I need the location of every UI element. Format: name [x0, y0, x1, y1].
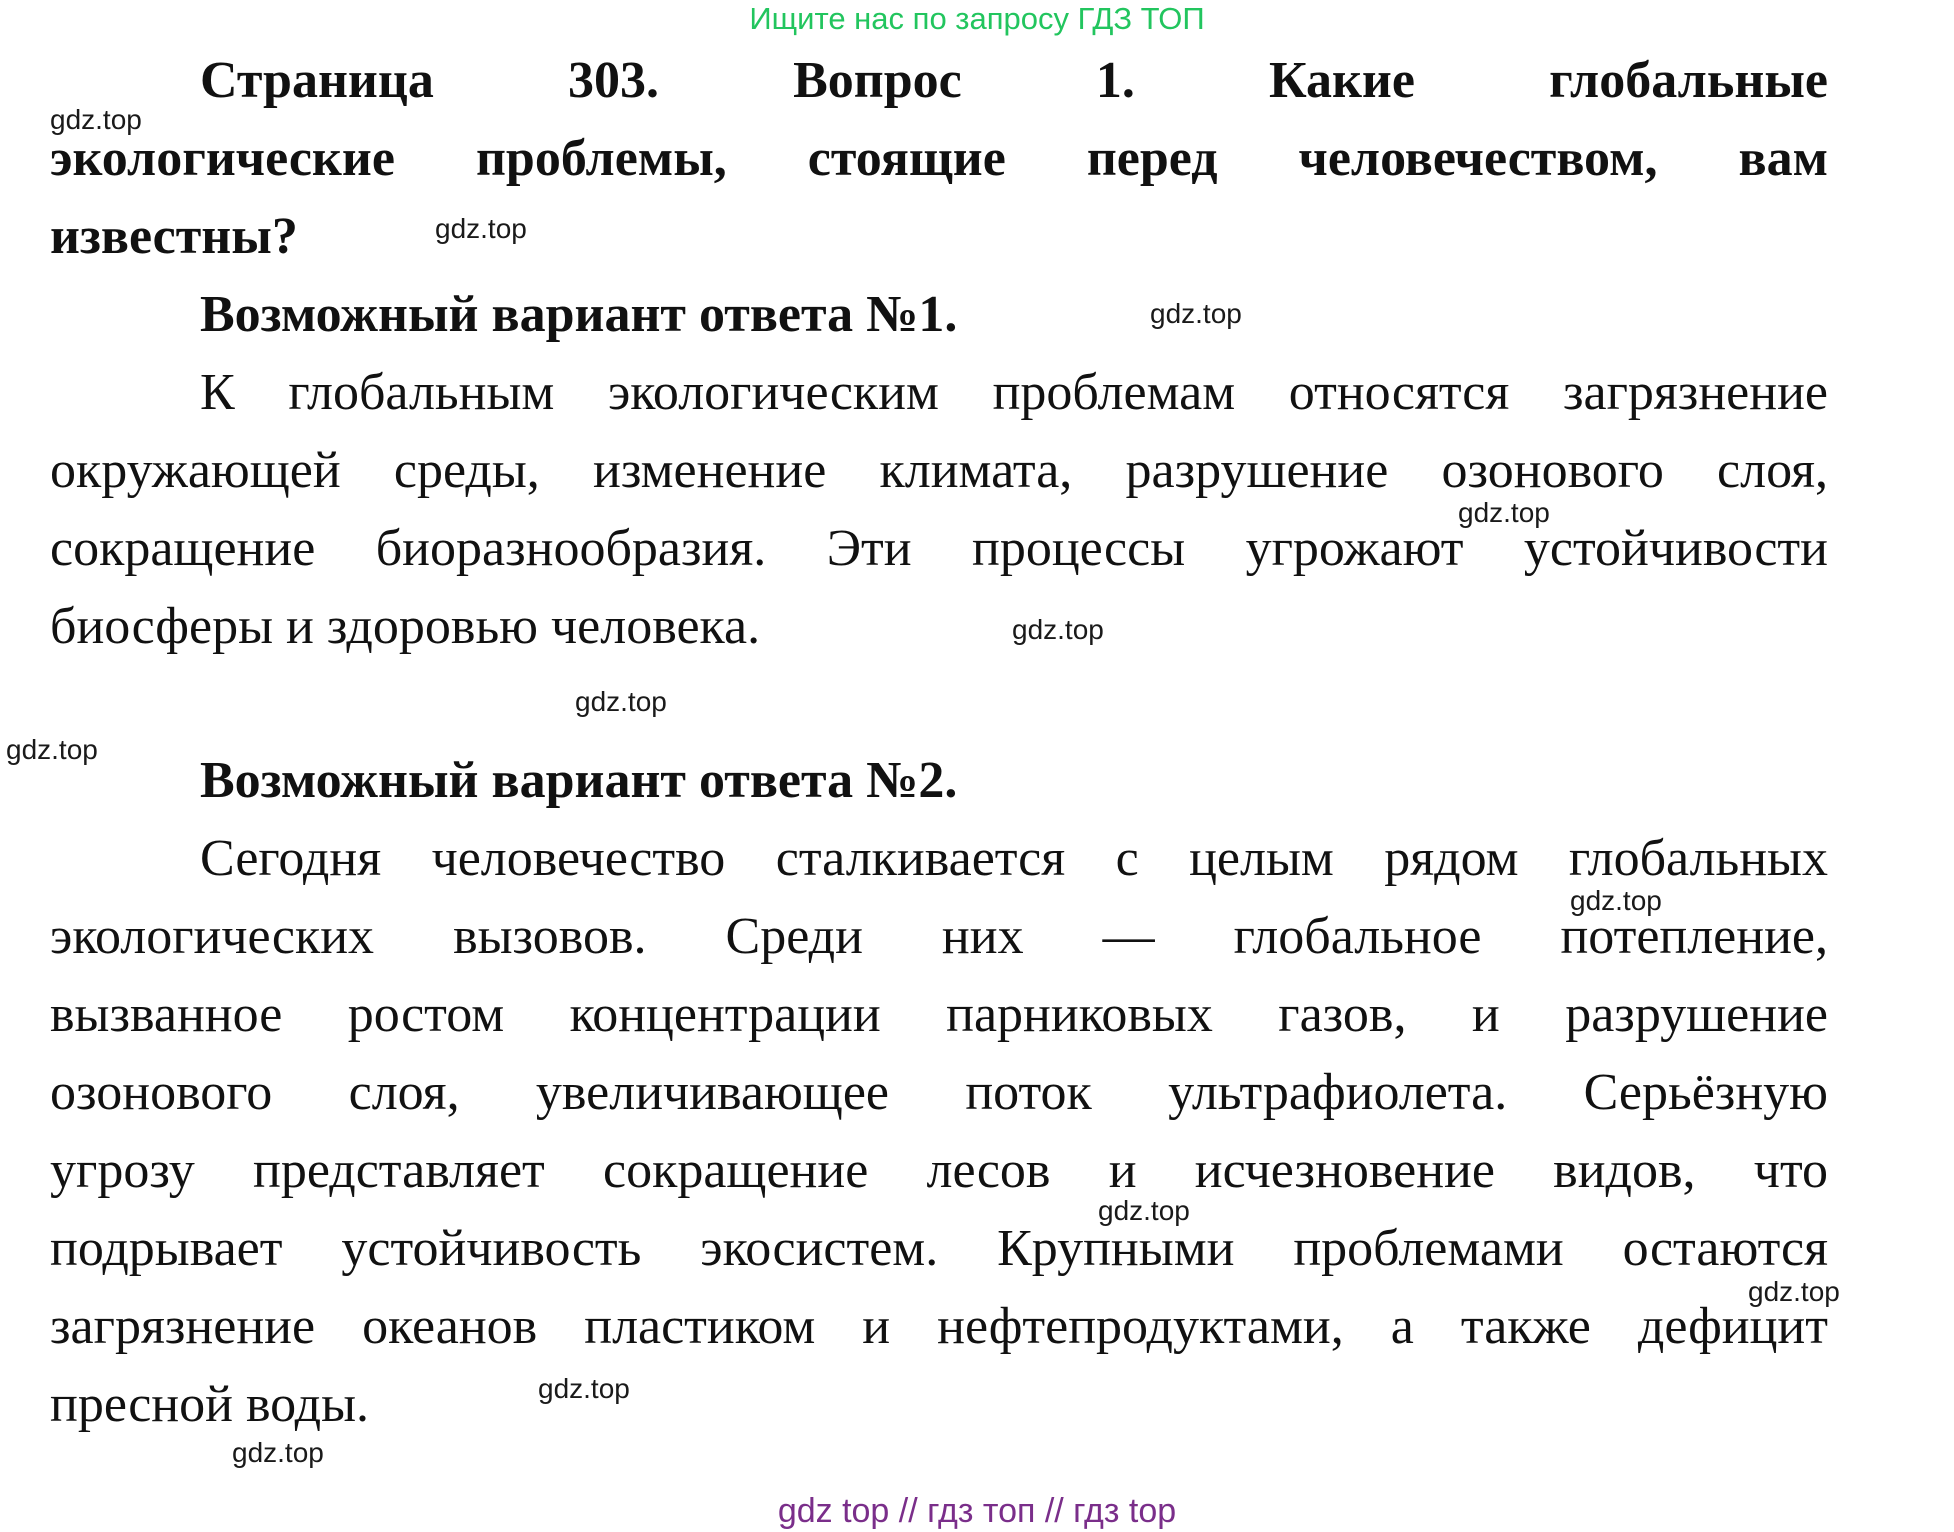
answer2-line-3: вызванное ростом концентрации парниковых газов, и разрушение: [50, 986, 1828, 1043]
question-line-1: Страница 303. Вопрос 1. Какие глобальные: [200, 52, 1828, 109]
watermark: gdz.top: [1098, 1195, 1190, 1226]
answer2-line-8: пресной воды.: [50, 1376, 370, 1433]
watermark: gdz.top: [1150, 298, 1242, 329]
watermark: gdz.top: [6, 734, 98, 765]
answer1-line-1: К глобальным экологическим проблемам относятся загрязнение: [200, 364, 1828, 421]
answer1-line-4: биосферы и здоровью человека.: [50, 598, 761, 655]
watermark: gdz.top: [1570, 885, 1662, 916]
answer2-line-4: озонового слоя, увеличивающее поток ультрафиолета. Серьёзную: [50, 1064, 1828, 1121]
watermark: gdz.top: [575, 686, 667, 717]
answer1-heading: Возможный вариант ответа №1.: [200, 286, 958, 343]
watermark: gdz.top: [1458, 497, 1550, 528]
watermark: gdz.top: [232, 1437, 324, 1468]
watermark: gdz.top: [1012, 614, 1104, 645]
watermark: gdz.top: [435, 213, 527, 244]
watermark: gdz.top: [50, 104, 142, 135]
answer2-line-7: загрязнение океанов пластиком и нефтепродуктами, а также дефицит: [50, 1298, 1828, 1355]
bottom-banner: gdz top // гдз топ // гдз top: [777, 1492, 1177, 1530]
answer2-line-1: Сегодня человечество сталкивается с целым рядом глобальных: [200, 830, 1828, 887]
question-line-2: экологические проблемы, стоящие перед человечеством, вам: [50, 130, 1828, 187]
watermark: gdz.top: [538, 1373, 630, 1404]
question-line-3: известны?: [50, 208, 298, 265]
answer2-line-2: экологических вызовов. Среди них — глобальное потепление,: [50, 908, 1828, 965]
answer2-line-5: угрозу представляет сокращение лесов и исчезновение видов, что: [50, 1142, 1828, 1199]
answer1-line-3: сокращение биоразнообразия. Эти процессы угрожают устойчивости: [50, 520, 1828, 577]
top-banner: Ищите нас по запросу ГДЗ ТОП: [749, 1, 1205, 36]
answer1-line-2: окружающей среды, изменение климата, разрушение озонового слоя,: [50, 442, 1828, 499]
answer2-heading: Возможный вариант ответа №2.: [200, 752, 958, 809]
watermark: gdz.top: [1748, 1276, 1840, 1307]
answer2-line-6: подрывает устойчивость экосистем. Крупными проблемами остаются: [50, 1220, 1828, 1277]
